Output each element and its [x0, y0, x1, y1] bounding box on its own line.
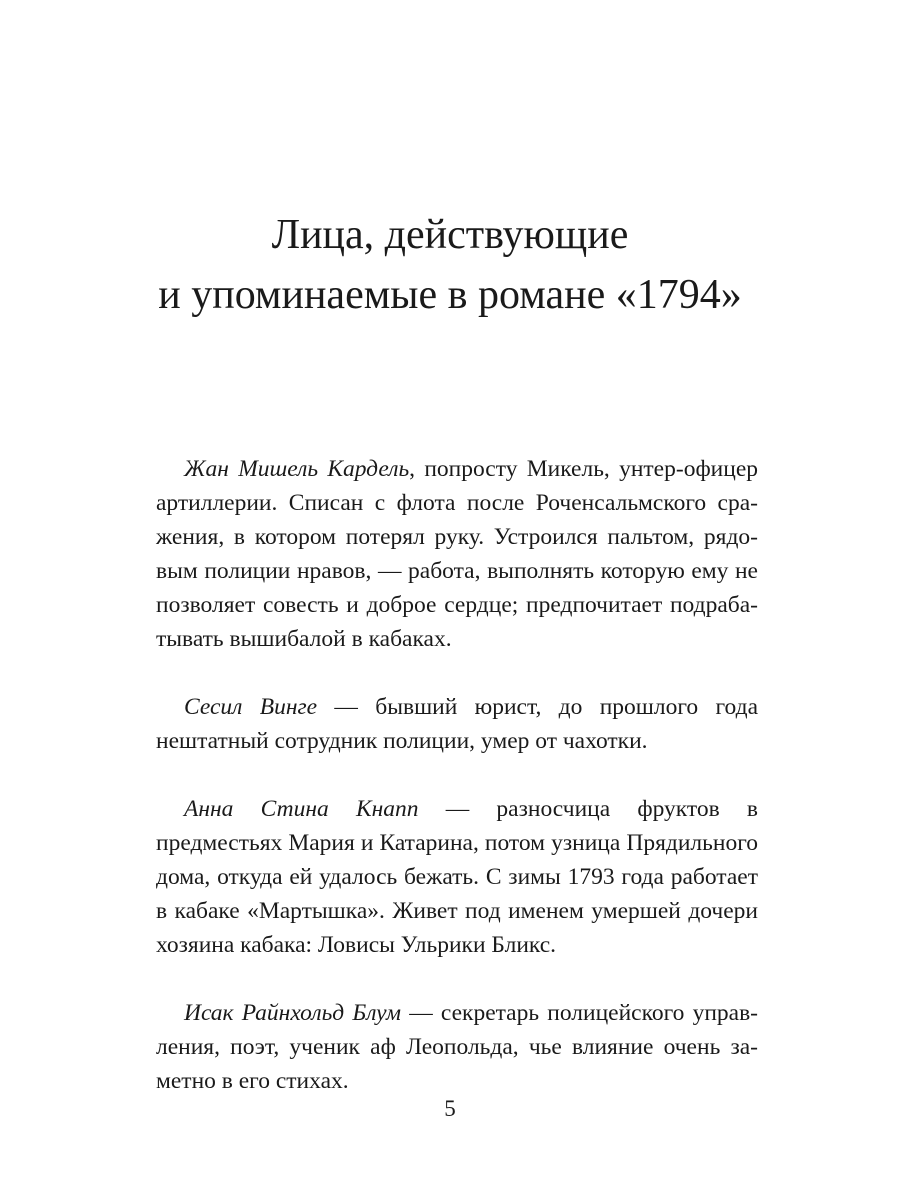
character-name: Анна Стина Кнапп — [184, 796, 419, 822]
page-number: 5 — [444, 1096, 456, 1121]
character-description: — бывший юрист, до прошлого года нештатный сотрудник полиции, умер от чахотки. — [156, 694, 758, 754]
character-name: Сесил Винге — [184, 694, 318, 720]
character-name: Жан Мишель Кардель — [184, 456, 410, 482]
character-name: Исак Райнхольд Блум — [184, 1000, 402, 1026]
character-entry-cardell — [156, 452, 758, 656]
character-description: — разносчица фруктов в предместьях Мария и Катарина, потом узница Прядильного дома, откуда ей удалось бежать. С зимы 1793 года работает в кабаке «Мартышка». Живет под именем умершей дочери хозяина кабака: Ловисы Ульрики Бликс. — [156, 796, 758, 958]
title-line-2: и упоминаемые в романе «1794» — [158, 272, 742, 318]
character-list — [156, 452, 758, 1132]
character-entry-knapp — [156, 792, 758, 962]
page-title — [0, 205, 900, 325]
character-entry-blom — [156, 996, 758, 1098]
character-description: , попросту Микель, унтер-офицер артиллерии. Списан с флота после Роченсальмского сражения, в котором потерял руку. Устроился пальтом, рядовым полиции нравов, — работа, выполнять которую ему не позволяет совесть и доброе сердце; предпочитает подрабатывать вышибалой в кабаках. — [156, 456, 758, 652]
character-entry-winge — [156, 690, 758, 758]
title-line-1: Лица, действующие — [271, 212, 629, 258]
character-description: — секретарь полицейского управления, поэт, ученик аф Леопольда, чье влияние очень заметно в его стихах. — [156, 1000, 758, 1094]
